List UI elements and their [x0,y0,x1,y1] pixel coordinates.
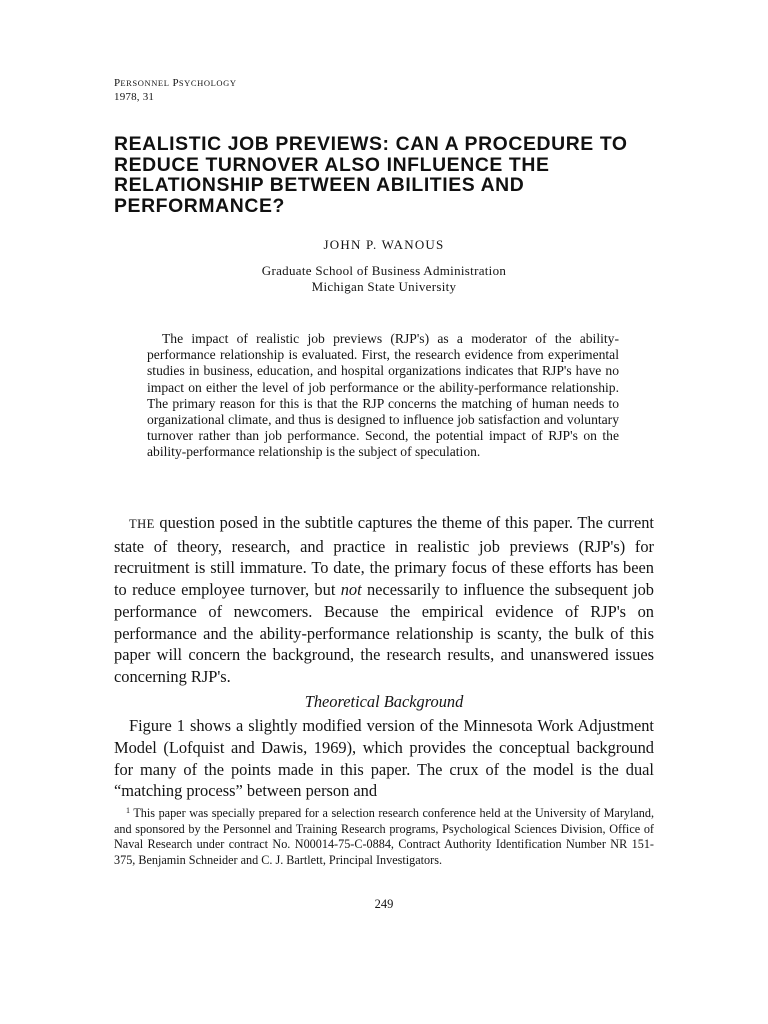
section-heading: Theoretical Background [304,691,464,711]
paper-title: REALISTIC JOB PREVIEWS: CAN A PROCEDURE TO REDUCE TURNOVER ALSO INFLUENCE THE RELATIONSHIP BETWEEN ABILITIES AND PERFORMANCE? [114,133,628,217]
journal-name: PERSONNEL PSYCHOLOGY [114,77,237,89]
author-name: JOHN P. WANOUS [323,237,445,252]
section-paragraph: Figure 1 shows a slightly modified version of the Minnesota Work Adjustment Model (Lofquist and Dawis, 1969), which provides the conceptual background for many of the points made in this paper. The crux of the model is the dual “matching process” between person and [114,716,654,801]
abstract: The impact of realistic job previews (RJP's) as a moderator of the ability-performance relationship is evaluated. First, the research evidence from experimental studies in business, education, and hospital organizations indicates that RJP's have no impact on either the level of job performance or the ability-performance relationship. The primary reason for this is that the RJP concerns the matching of human needs to organizational climate, and thus is designed to influence job satisfaction and voluntary turnover rather than job performance. Second, the potential impact of RJP's on the ability-performance relationship is the subject of speculation. [147,331,619,460]
journal-header [114,76,237,104]
journal-issue: 1978, 31 [114,91,155,103]
footnote-text: This paper was specially prepared for a selection research conference held at the University of Maryland, and sponsored by the Personnel and Training Research programs, Psychological Sciences Division, Office of Naval Research under contract No. N00014-75-C-0884, Contract Authority Identification Number NR 151-375, Benjamin Schneider and C. J. Bartlett, Principal Investigators. [114,806,654,867]
footnote-marker: 1 [126,806,130,815]
affiliation-university: Michigan State University [311,279,457,294]
lead-word: THE [129,517,155,531]
emphasis-not: not [340,580,362,600]
page-number: 249 [374,897,394,911]
main-body [114,512,654,802]
author-affiliation [0,263,768,295]
footnote [114,803,654,868]
intro-paragraph: THE question posed in the subtitle captures the theme of this paper. The current state of theory, research, and practice in realistic job previews (RJP's) for recruitment is still immature. To date, the primary focus of these efforts has been to reduce employee turnover, but not necessarily to influence the subsequent job performance of newcomers. Because the empirical evidence of RJP's on performance and the ability-performance relationship is scanty, the bulk of this paper will concern the background, the research results, and unanswered issues concerning RJP's. [114,513,654,686]
affiliation-school: Graduate School of Business Administration [261,263,507,278]
